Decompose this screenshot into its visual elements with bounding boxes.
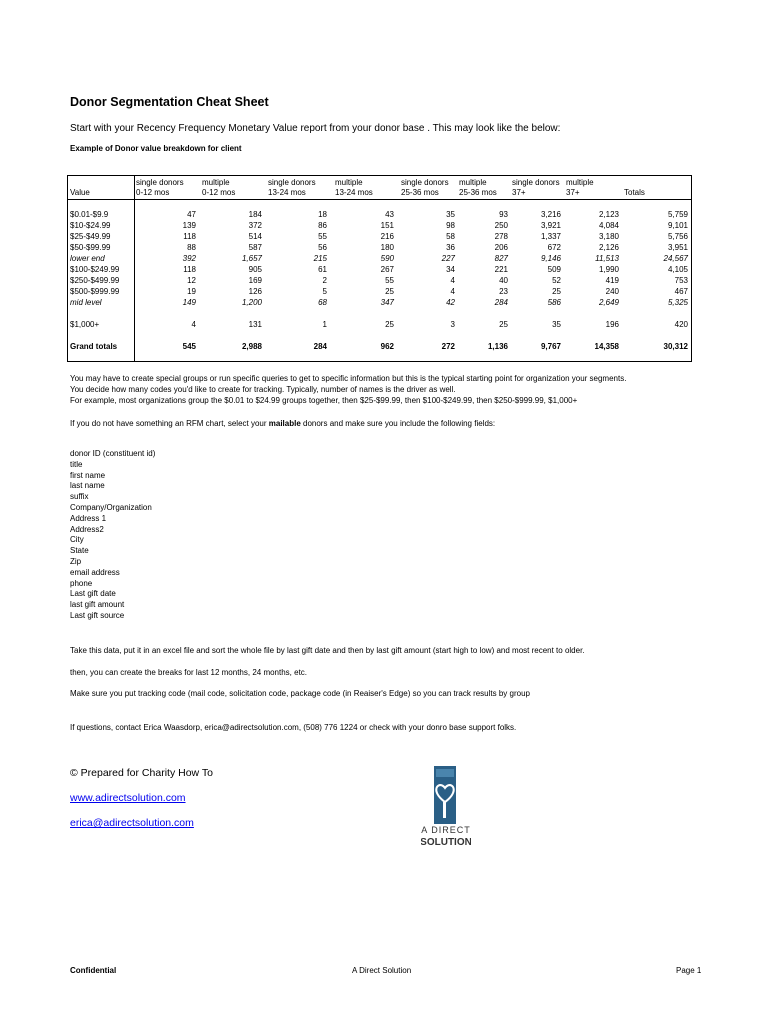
explanation-line: You may have to create special groups or run specific queries to get to specific information but this is the typical starting point for organization your segments.: [70, 374, 627, 383]
field-list-item: Last gift date: [70, 589, 116, 599]
table-cell: 419: [605, 276, 619, 285]
table-cell: 3: [450, 320, 455, 329]
intro-text: Start with your Recency Frequency Monetary Value report from your donor base . This may look like the below:: [70, 123, 561, 134]
field-list-item: title: [70, 459, 83, 469]
table-header-cell: multiple: [459, 178, 487, 187]
contact-text: If questions, contact Erica Waasdorp, erica@adirectsolution.com, (508) 776 1224 or check with your donro base support folks.: [70, 723, 517, 732]
table-header-divider: [68, 199, 691, 200]
table-cell: 55: [318, 232, 327, 241]
table-cell: 206: [494, 243, 508, 252]
table-cell: 118: [183, 265, 196, 274]
table-cell: 25: [552, 287, 561, 296]
table-cell: 180: [380, 243, 394, 252]
table-cell: 3,216: [540, 210, 561, 219]
table-cell: 3,180: [598, 232, 619, 241]
table-cell: 509: [547, 265, 561, 274]
table-cell: 392: [182, 254, 196, 263]
table-column-divider: [134, 176, 135, 361]
table-header-cell: 13-24 mos: [268, 188, 306, 197]
table-header-cell: 0-12 mos: [202, 188, 236, 197]
table-cell: 5,325: [667, 298, 688, 307]
table-header-cell: 25-36 mos: [459, 188, 497, 197]
prepared-for-text: © Prepared for Charity How To: [70, 767, 213, 779]
tracking-instruction: Make sure you put tracking code (mail code, solicitation code, package code (in Reaiser's Edge) so you can track results by group: [70, 689, 530, 698]
field-list-item: Last gift source: [70, 610, 125, 620]
table-cell: 1,200: [241, 298, 262, 307]
footer-company: A Direct Solution: [352, 966, 412, 975]
table-cell: 514: [248, 232, 262, 241]
table-cell: 12: [187, 276, 196, 285]
table-cell: 2,126: [598, 243, 619, 252]
table-cell: 372: [248, 221, 262, 230]
table-row-label: $250-$499.99: [70, 276, 120, 285]
table-cell: 42: [446, 298, 455, 307]
field-list-item: Company/Organization: [70, 502, 152, 512]
table-row-label: $25-$49.99: [70, 232, 111, 241]
table-cell: 9,767: [540, 342, 561, 351]
table-cell: 672: [547, 243, 561, 252]
table-cell: 126: [248, 287, 262, 296]
table-cell: 36: [446, 243, 455, 252]
table-header-cell: multiple: [335, 178, 363, 187]
sort-instruction: Take this data, put it in an excel file and sort the whole file by last gift date and then by last gift amount (start high to low) and most recent to older.: [70, 646, 585, 655]
table-header-cell: 0-12 mos: [136, 188, 170, 197]
field-list-item: suffix: [70, 492, 89, 502]
table-header-cell: single donors: [136, 178, 184, 187]
table-cell: 4: [191, 320, 196, 329]
field-list: [70, 449, 155, 622]
explanation-line: You decide how many codes you'd like to create for tracking. Typically, number of names is the driver as well.: [70, 385, 456, 394]
table-cell: 1: [322, 320, 327, 329]
table-row-label: $100-$249.99: [70, 265, 120, 274]
table-cell: 5: [322, 287, 327, 296]
table-row-label: Grand totals: [70, 342, 118, 351]
field-list-item: last name: [70, 481, 105, 491]
field-list-item: Address 1: [70, 513, 107, 523]
table-cell: 25: [385, 287, 394, 296]
table-cell: 962: [380, 342, 394, 351]
table-header-cell: Value: [70, 188, 90, 197]
table-cell: 215: [313, 254, 327, 263]
table-cell: 545: [182, 342, 196, 351]
field-list-item: City: [70, 535, 84, 545]
table-cell: 420: [674, 320, 688, 329]
table-cell: 86: [318, 221, 327, 230]
table-cell: 1,337: [540, 232, 561, 241]
table-row-label: $10-$24.99: [70, 221, 111, 230]
table-cell: 35: [446, 210, 455, 219]
rfm-bold-word: mailable: [268, 419, 301, 428]
email-link[interactable]: erica@adirectsolution.com: [70, 817, 194, 829]
rfm-suffix: donors and make sure you include the following fields:: [300, 419, 496, 428]
svg-text:SOLUTION: SOLUTION: [421, 837, 471, 848]
table-cell: 61: [318, 265, 327, 274]
table-row-label: $0.01-$9.9: [70, 210, 109, 219]
field-list-item: first name: [70, 470, 106, 480]
field-list-item: Zip: [70, 556, 82, 566]
table-header-cell: 37+: [566, 188, 580, 197]
field-list-item: phone: [70, 578, 93, 588]
table-cell: 196: [605, 320, 619, 329]
table-cell: 2,988: [241, 342, 262, 351]
table-cell: 250: [494, 221, 508, 230]
table-cell: 4,105: [667, 265, 688, 274]
company-logo: [421, 766, 471, 850]
footer-confidential: Confidential: [70, 966, 117, 975]
table-cell: 347: [380, 298, 394, 307]
table-cell: 1,657: [241, 254, 262, 263]
table-cell: 52: [552, 276, 561, 285]
table-cell: 25: [385, 320, 394, 329]
table-cell: 43: [385, 210, 394, 219]
table-row-label: $1,000+: [70, 320, 100, 329]
table-header-cell: multiple: [202, 178, 230, 187]
table-cell: 18: [318, 210, 327, 219]
table-cell: 14,358: [594, 342, 619, 351]
table-cell: 2: [322, 276, 327, 285]
example-heading: Example of Donor value breakdown for client: [70, 144, 242, 153]
field-list-item: email address: [70, 567, 120, 577]
table-cell: 1,136: [487, 342, 508, 351]
table-cell: 35: [552, 320, 561, 329]
table-cell: 590: [380, 254, 394, 263]
explanation-line: For example, most organizations group the $0.01 to $24.99 groups together, then $25-$99.99, then $100-$249.99, then $250-$999.99, $1,000+: [70, 396, 578, 405]
table-cell: 98: [446, 221, 455, 230]
table-cell: 227: [441, 254, 455, 263]
table-cell: 4: [450, 276, 455, 285]
table-header-cell: single donors: [401, 178, 449, 187]
table-cell: 2,649: [598, 298, 619, 307]
table-cell: 24,567: [663, 254, 688, 263]
table-cell: 47: [187, 210, 196, 219]
table-header-cell: Totals: [624, 188, 645, 197]
table-cell: 151: [380, 221, 394, 230]
table-cell: 4: [450, 287, 455, 296]
document-title: Donor Segmentation Cheat Sheet: [70, 95, 269, 109]
table-cell: 9,146: [540, 254, 561, 263]
table-cell: 5,756: [667, 232, 688, 241]
field-list-item: State: [70, 546, 89, 556]
table-cell: 5,759: [667, 210, 688, 219]
footer-page-number: Page 1: [676, 966, 702, 975]
table-cell: 30,312: [663, 342, 688, 351]
table-cell: 216: [380, 232, 394, 241]
explanation-paragraph: [70, 373, 626, 406]
field-list-item: last gift amount: [70, 600, 125, 610]
table-row-label: lower end: [70, 254, 105, 263]
table-cell: 139: [182, 221, 196, 230]
table-cell: 55: [385, 276, 394, 285]
table-cell: 40: [499, 276, 508, 285]
table-header-cell: 25-36 mos: [401, 188, 439, 197]
table-header-cell: single donors: [512, 178, 560, 187]
table-cell: 753: [674, 276, 688, 285]
table-cell: 284: [494, 298, 508, 307]
table-row-label: $500-$999.99: [70, 287, 120, 296]
table-cell: 272: [441, 342, 455, 351]
table-row-label: $50-$99.99: [70, 243, 111, 252]
breaks-instruction: then, you can create the breaks for last 12 months, 24 months, etc.: [70, 668, 308, 677]
table-cell: 25: [499, 320, 508, 329]
table-row-label: mid level: [70, 298, 102, 307]
table-header-cell: multiple: [566, 178, 594, 187]
table-cell: 56: [318, 243, 327, 252]
table-cell: 827: [494, 254, 508, 263]
table-cell: 34: [446, 265, 455, 274]
svg-text:A DIRECT: A DIRECT: [421, 825, 471, 835]
table-cell: 3,921: [540, 221, 561, 230]
table-cell: 68: [318, 298, 327, 307]
table-cell: 58: [446, 232, 455, 241]
table-cell: 221: [494, 265, 508, 274]
table-cell: 118: [183, 232, 196, 241]
table-cell: 284: [313, 342, 327, 351]
field-list-item: Address2: [70, 524, 104, 534]
table-cell: 267: [380, 265, 394, 274]
table-header-cell: single donors: [268, 178, 316, 187]
table-cell: 23: [499, 287, 508, 296]
table-cell: 1,990: [598, 265, 619, 274]
table-cell: 2,123: [598, 210, 619, 219]
table-cell: 184: [248, 210, 262, 219]
table-cell: 149: [182, 298, 196, 307]
table-cell: 905: [248, 265, 262, 274]
rfm-prefix: If you do not have something an RFM chart, select your: [70, 419, 269, 428]
table-cell: 240: [605, 287, 619, 296]
table-header-cell: 37+: [512, 188, 526, 197]
table-cell: 169: [248, 276, 262, 285]
rfm-instruction: [70, 418, 495, 429]
table-cell: 93: [499, 210, 508, 219]
table-cell: 278: [494, 232, 508, 241]
table-cell: 586: [547, 298, 561, 307]
table-cell: 4,084: [598, 221, 619, 230]
heart-figure-icon: [421, 766, 471, 850]
table-cell: 9,101: [667, 221, 688, 230]
table-header-cell: 13-24 mos: [335, 188, 373, 197]
table-cell: 3,951: [667, 243, 688, 252]
table-cell: 587: [248, 243, 262, 252]
donor-value-table: [67, 175, 692, 362]
table-cell: 131: [248, 320, 262, 329]
table-cell: 88: [187, 243, 196, 252]
table-cell: 11,513: [595, 254, 619, 263]
field-list-item: donor ID (constituent id): [70, 449, 156, 458]
table-cell: 19: [187, 287, 196, 296]
website-link[interactable]: www.adirectsolution.com: [70, 792, 186, 804]
table-cell: 467: [674, 287, 688, 296]
